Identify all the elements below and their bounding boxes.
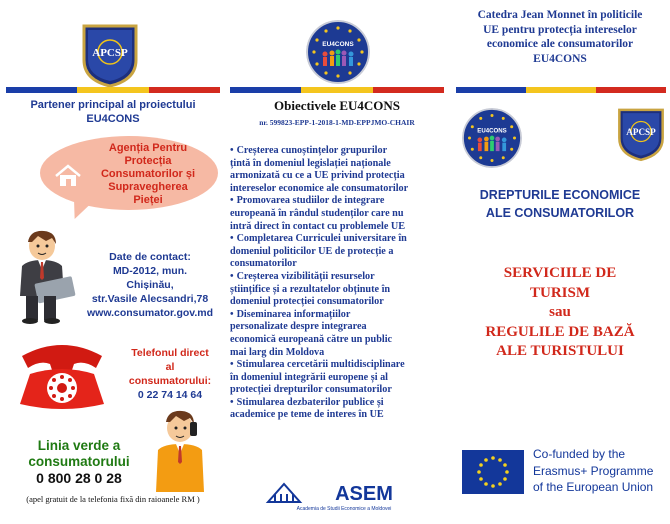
contact-info: Date de contact: MD-2012, mun. Chișinău, str.Vasile Alecsandri,78 www.consumator.gov.md [86, 251, 213, 319]
objective-item: • Diseminarea informațiilor [230, 309, 446, 322]
eu4cons-logo [306, 20, 370, 84]
svg-text:APCSP: APCSP [626, 126, 656, 137]
objective-item: • Stimularea dezbaterilor publice și [230, 397, 446, 410]
panel-partner [0, 0, 224, 524]
house-icon [54, 164, 82, 188]
services-title: SERVICIILE DE TURISM sau REGULILE DE BAZĂ ALE TURISTULUI [485, 265, 635, 359]
tricolor-bar [6, 87, 220, 93]
footnote: (apel gratuit de la telefonia fixă din raioanele RM ) [26, 494, 200, 504]
panel-objectives [224, 0, 450, 524]
businessman-illustration [8, 228, 78, 324]
objective-item: • Promovarea studiilor de integrare [230, 195, 446, 208]
svg-text:EU4CONS: EU4CONS [477, 127, 507, 135]
phone-number[interactable]: 0 22 74 14 64 [137, 389, 203, 401]
eu4cons-logo [462, 108, 522, 168]
svg-text:APCSP: APCSP [92, 47, 128, 59]
catedra-title: Catedra Jean Monnet în politicile UE pentru protecția intereselor economice ale consumatorilor EU4CONS [477, 9, 643, 65]
objective-item: • Stimularea cercetării multidisciplinare [230, 359, 446, 372]
green-line-title: Linia verde a consumatorului [28, 438, 130, 469]
partner-title: Partener principal al proiectului EU4CONS [30, 99, 196, 125]
apcsp-logo [80, 22, 140, 88]
objective-item: • Creșterea vizibilității resurselor [230, 271, 446, 284]
tricolor-bar [456, 87, 666, 93]
objective-item: • Completarea Curriculei universitare în [230, 233, 446, 246]
objective-item: • Creșterea cunoștințelor grupurilor [230, 145, 446, 158]
eu-flag-icon [462, 450, 524, 494]
rights-title: DREPTURILE ECONOMICE ALE CONSUMATORILOR [479, 188, 641, 220]
project-number: nr. 599823-EPP-1-2018-1-MD-EPPJMO-CHAIR [259, 118, 415, 127]
svg-text:EU4CONS: EU4CONS [322, 41, 354, 48]
green-line-number[interactable]: 0 800 28 0 28 [36, 470, 122, 486]
panel-cover [450, 0, 670, 524]
objectives-title: Obiectivele EU4CONS [273, 98, 400, 113]
objectives-list: • Creșterea cunoștințelor grupurilor țintă în domeniul legislației naționale armonizată cu ce a UE privind protecția intereselor economice ale consumatorilor • Promovarea studiilor de integrare europeană în rândul studenților care nu intră direct în contact cu problemele UE • Completarea Curriculei universitare în domeniul politicilor UE de protecție a consumatorilor • Creșterea vizibilității resurselor științifice și a rezultatelor obținute în domeniul protecției consumatorilor • Diseminarea informațiilor personalizate despre integrarea economică europeană către un public mai larg din Moldova • Stimularea cercetării multidisciplinare în domeniul integrării europene și al protecției drepturilor consumatorilor • Stimularea dezbaterilor publice și academice pe teme de interes în UE [230, 145, 446, 422]
svg-text:ASEM: ASEM [335, 483, 393, 505]
telephone-icon [12, 340, 112, 412]
asem-logo [264, 478, 424, 512]
agency-name: Agenția Pentru Protecția Consumatorilor și Supravegherea Pieței [100, 142, 196, 206]
tricolor-bar [230, 87, 444, 93]
cofunded-text: Co-funded by the Erasmus+ Programme of the European Union [533, 447, 654, 494]
svg-text:Academia de Studii Economice a: Academia de Studii Economice a Moldovei [296, 506, 392, 512]
apcsp-logo [616, 106, 666, 162]
man-with-phone-illustration [150, 408, 210, 492]
phone-info: Telefonul direct al consumatorului: 0 22 74 14 64 [120, 346, 220, 402]
